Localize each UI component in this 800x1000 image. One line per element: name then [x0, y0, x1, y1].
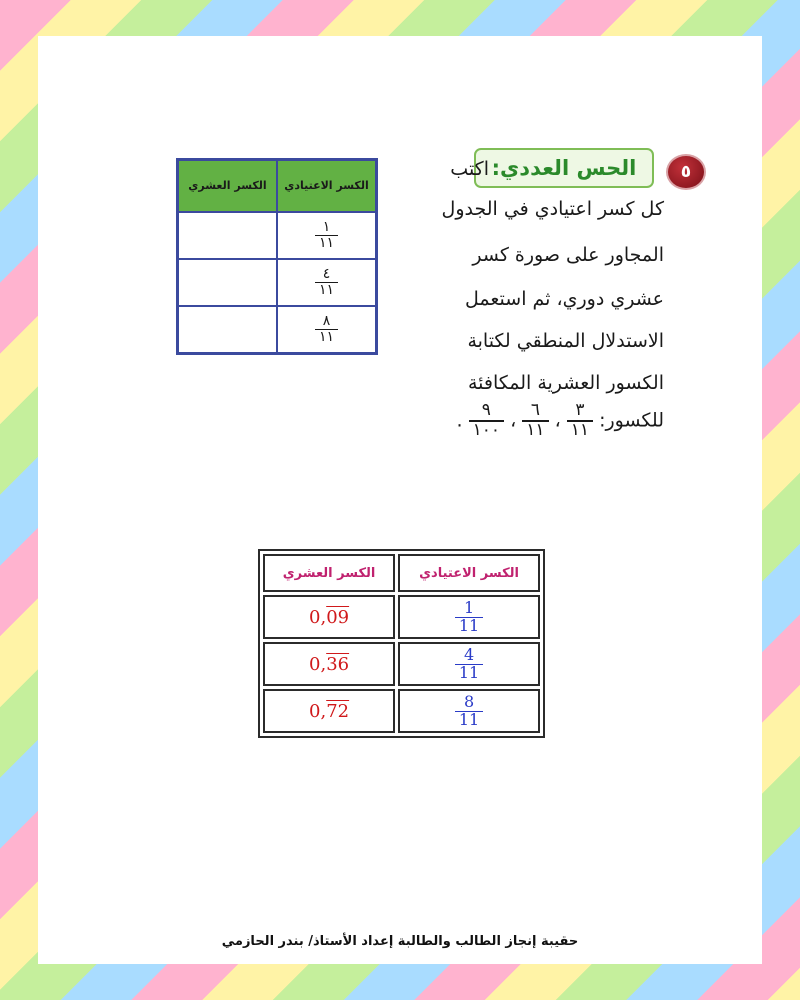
fraction-denominator: ١١	[315, 235, 338, 251]
fraction	[315, 267, 338, 297]
exercise-text-line-1: اكتب	[450, 158, 489, 180]
book-table-decimal-cell	[178, 259, 278, 306]
exercise-number: ٥	[680, 162, 692, 182]
fraction	[315, 220, 338, 250]
table-row	[263, 595, 540, 639]
fraction-numerator: ٩	[481, 400, 491, 420]
fraction	[455, 597, 483, 635]
repeating-decimal	[309, 607, 349, 628]
answer-fraction-cell	[398, 642, 540, 686]
decimal-repeating-part: 72	[326, 700, 350, 722]
fraction-numerator: 4	[463, 644, 475, 664]
answer-table-header-fraction: الكسر الاعتيادي	[398, 554, 540, 592]
exercise-text-line-3: المجاور على صورة كسر	[472, 244, 664, 266]
book-table-header-decimal: الكسر العشري	[178, 160, 278, 213]
worksheet-page	[38, 36, 762, 964]
exercise-text-line-4: عشري دوري، ثم استعمل	[465, 288, 664, 310]
exercise-text-line-6: الكسور العشرية المكافئة	[467, 372, 664, 394]
answer-table-header-row	[263, 554, 540, 592]
fraction-numerator: 1	[463, 597, 475, 617]
fraction-denominator: ١١	[522, 420, 548, 440]
answer-fraction-cell	[398, 689, 540, 733]
fraction-denominator: ١٠٠	[469, 420, 504, 440]
decimal-integer-part: 0,	[309, 700, 327, 722]
book-table-fraction-cell	[277, 212, 377, 259]
repeating-decimal	[309, 654, 349, 675]
answer-decimal-cell	[263, 595, 395, 639]
book-table-header-fraction: الكسر الاعتيادي	[277, 160, 377, 213]
fraction-numerator: 8	[463, 691, 475, 711]
exercise-fraction-line	[457, 402, 664, 440]
book-table	[176, 158, 378, 355]
fraction-denominator: ١١	[567, 420, 593, 440]
fraction-separator: ،	[510, 409, 517, 432]
fraction-numerator: ٤	[322, 266, 331, 283]
answer-table	[258, 549, 545, 738]
book-table-header-row	[178, 160, 377, 213]
fraction-denominator: 11	[455, 664, 483, 682]
book-table-fraction-cell	[277, 306, 377, 354]
book-table-fraction-cell	[277, 259, 377, 306]
answer-decimal-cell	[263, 689, 395, 733]
answer-table-header-decimal: الكسر العشري	[263, 554, 395, 592]
footer-credit: حقيبة إنجاز الطالب والطالبة إعداد الأستاذ/ بندر الحازمي	[221, 934, 579, 949]
table-row	[178, 212, 377, 259]
book-table-decimal-cell	[178, 306, 278, 354]
exercise-text-line-5: الاستدلال المنطقي لكتابة	[467, 330, 664, 352]
fraction-line-end: .	[456, 409, 463, 432]
table-row	[263, 642, 540, 686]
exercise-number-badge	[666, 154, 706, 190]
decimal-repeating-part: 36	[326, 653, 350, 675]
fraction-separator: ،	[554, 409, 561, 432]
table-row	[178, 306, 377, 354]
fraction-numerator: ٦	[530, 400, 540, 420]
fraction-9-100	[469, 402, 504, 440]
topic-label-box	[474, 148, 654, 188]
table-row	[178, 259, 377, 306]
book-table-decimal-cell	[178, 212, 278, 259]
topic-label: الحس العددي:	[491, 156, 637, 180]
answer-fraction-cell	[398, 595, 540, 639]
decimal-integer-part: 0,	[309, 606, 327, 628]
fraction-denominator: ١١	[315, 282, 338, 298]
fraction	[455, 644, 483, 682]
fraction-numerator: ٣	[575, 400, 585, 420]
fraction-numerator: ١	[322, 219, 331, 236]
fraction-denominator: ١١	[315, 329, 338, 345]
table-row	[263, 689, 540, 733]
fraction-denominator: 11	[455, 617, 483, 635]
fraction	[455, 691, 483, 729]
fraction-3-11	[567, 402, 593, 440]
fraction	[315, 314, 338, 344]
fraction-denominator: 11	[455, 711, 483, 729]
fraction-numerator: ٨	[322, 313, 331, 330]
answer-decimal-cell	[263, 642, 395, 686]
decimal-integer-part: 0,	[309, 653, 327, 675]
decimal-repeating-part: 09	[326, 606, 350, 628]
fraction-line-prefix: للكسور:	[599, 409, 664, 432]
repeating-decimal	[309, 701, 349, 722]
exercise-text-line-2: كل كسر اعتيادي في الجدول	[441, 198, 664, 220]
fraction-6-11	[522, 402, 548, 440]
